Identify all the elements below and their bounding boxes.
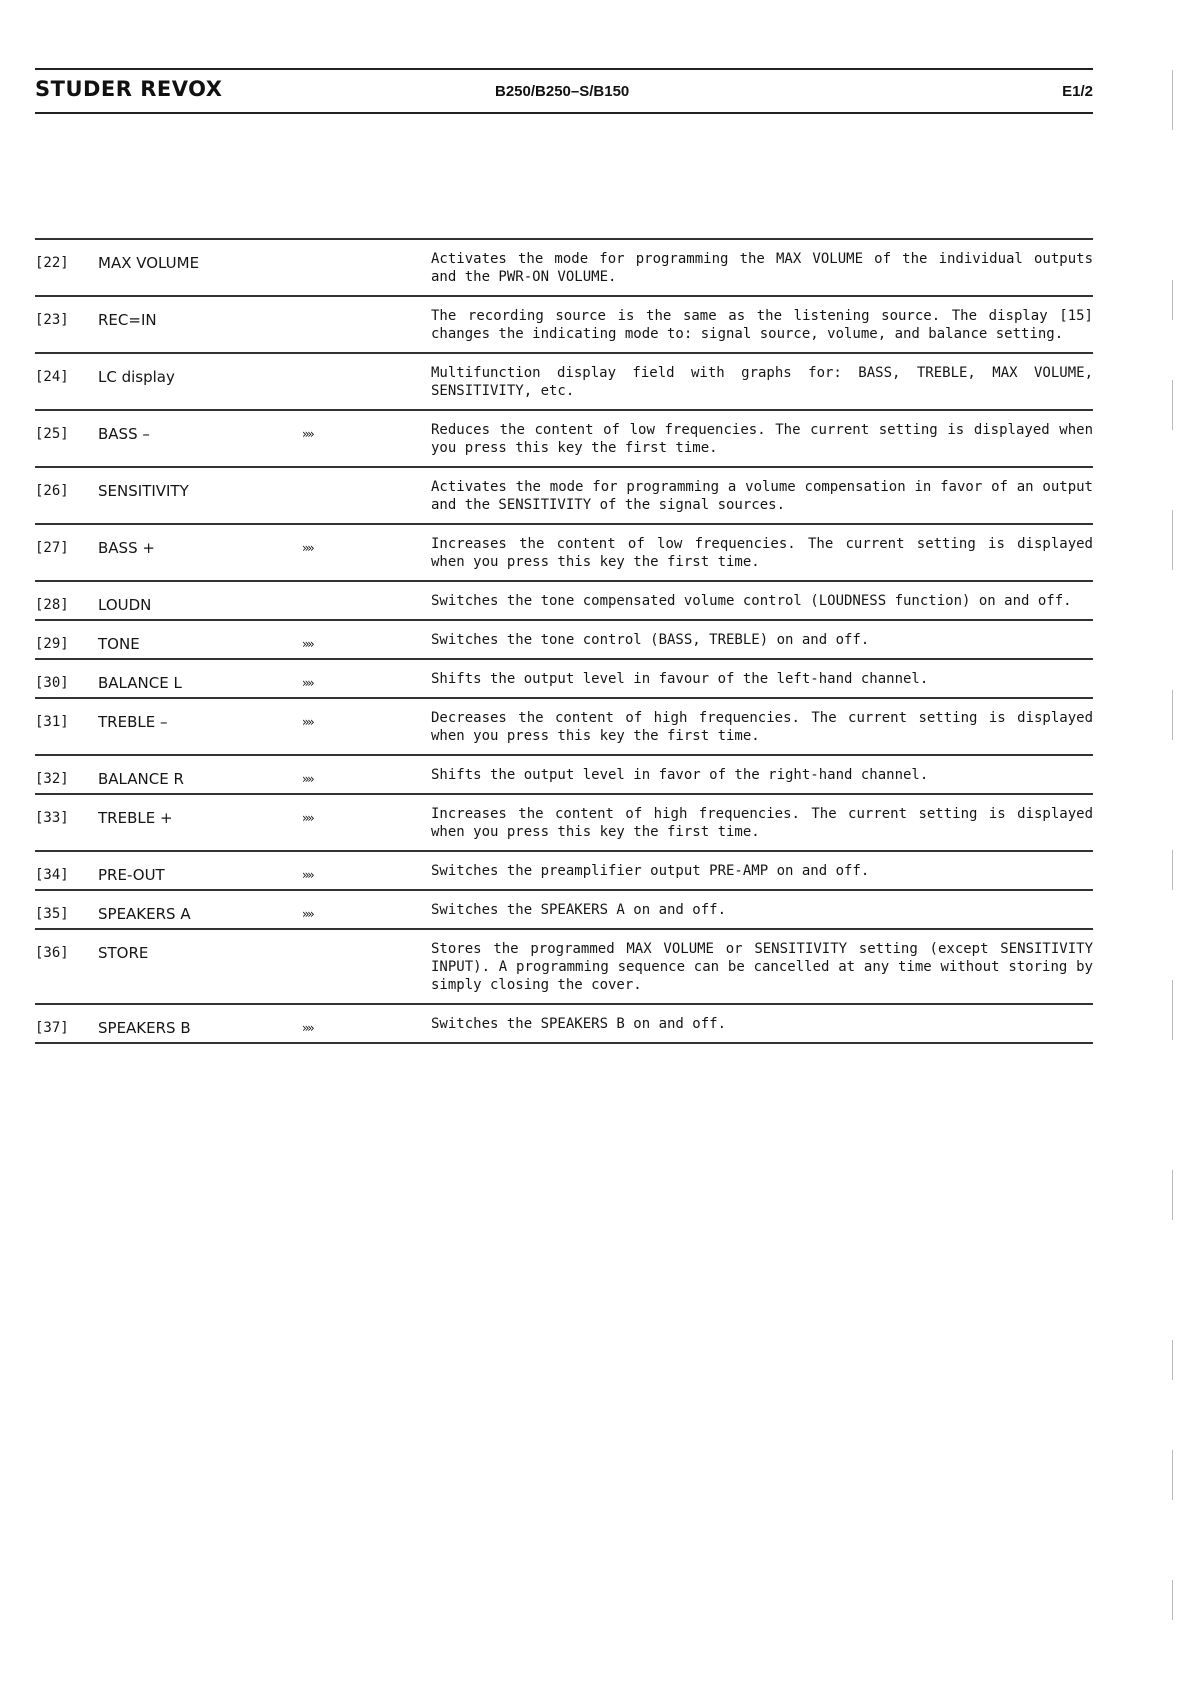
table-row xyxy=(35,795,1093,852)
repeat-indicator: »» xyxy=(302,811,313,825)
key-description: Increases the content of low frequencies. The current setting is displayed when you press this key the first time. xyxy=(431,536,1093,570)
key-description: Shifts the output level in favour of the left-hand channel. xyxy=(431,671,929,687)
key-number: [37] xyxy=(35,1020,69,1036)
table-row xyxy=(35,240,1093,297)
key-description: Switches the SPEAKERS B on and off. xyxy=(431,1016,727,1032)
key-description: Decreases the content of high frequencies. The current setting is displayed when you press this key the first time. xyxy=(431,710,1093,744)
table-row xyxy=(35,525,1093,582)
key-number: [32] xyxy=(35,771,69,787)
repeat-indicator: »» xyxy=(302,676,313,690)
key-description: Multifunction display field with graphs for: BASS, TREBLE, MAX VOLUME, SENSITIVITY, etc. xyxy=(431,365,1093,399)
key-name: PRE-OUT xyxy=(98,866,165,884)
model-number: B250/B250–S/B150 xyxy=(495,83,630,100)
key-name: BASS – xyxy=(98,425,150,443)
table-row xyxy=(35,468,1093,525)
table-row xyxy=(35,930,1093,1005)
key-name: SENSITIVITY xyxy=(98,482,189,500)
scan-margin-marks xyxy=(1172,50,1182,1630)
key-description: Switches the SPEAKERS A on and off. xyxy=(431,902,727,918)
key-number: [25] xyxy=(35,426,69,442)
key-description: The recording source is the same as the listening source. The display [15] changes the indicating mode to: signal source, volume, and balance setting. xyxy=(431,308,1093,342)
table-row xyxy=(35,1005,1093,1044)
repeat-indicator: »» xyxy=(302,868,313,882)
key-description: Switches the tone compensated volume control (LOUDNESS function) on and off. xyxy=(431,593,1072,609)
table-row xyxy=(35,660,1093,699)
key-description: Activates the mode for programming a volume compensation in favor of an output and the SENSITIVITY of the signal sources. xyxy=(431,479,1093,513)
key-number: [34] xyxy=(35,867,69,883)
key-number: [26] xyxy=(35,483,69,499)
table-row xyxy=(35,621,1093,660)
key-name: LC display xyxy=(98,368,175,386)
key-description: Activates the mode for programming the MAX VOLUME of the individual outputs and the PWR-ON VOLUME. xyxy=(431,251,1093,285)
key-name: TREBLE + xyxy=(98,809,173,827)
repeat-indicator: »» xyxy=(302,541,313,555)
table-row xyxy=(35,354,1093,411)
table-row xyxy=(35,297,1093,354)
key-number: [35] xyxy=(35,906,69,922)
key-function-table xyxy=(35,238,1093,1044)
key-number: [23] xyxy=(35,312,69,328)
key-number: [29] xyxy=(35,636,69,652)
table-row xyxy=(35,756,1093,795)
repeat-indicator: »» xyxy=(302,907,313,921)
key-number: [28] xyxy=(35,597,69,613)
key-name: REC=IN xyxy=(98,311,157,329)
key-description: Switches the tone control (BASS, TREBLE) on and off. xyxy=(431,632,870,648)
repeat-indicator: »» xyxy=(302,427,313,441)
key-name: BALANCE R xyxy=(98,770,184,788)
repeat-indicator: »» xyxy=(302,1021,313,1035)
key-number: [22] xyxy=(35,255,69,271)
table-row xyxy=(35,852,1093,891)
key-description: Stores the programmed MAX VOLUME or SENSITIVITY setting (except SENSITIVITY INPUT). A programming sequence can be cancelled at any time without storing by simply closing the cover. xyxy=(431,941,1093,993)
key-name: BALANCE L xyxy=(98,674,182,692)
key-name: TONE xyxy=(98,635,140,653)
brand-logo: STUDER REVOX xyxy=(35,77,223,101)
table-row xyxy=(35,582,1093,621)
key-number: [24] xyxy=(35,369,69,385)
key-number: [31] xyxy=(35,714,69,730)
repeat-indicator: »» xyxy=(302,772,313,786)
key-description: Reduces the content of low frequencies. The current setting is displayed when you press this key the first time. xyxy=(431,422,1093,456)
key-number: [36] xyxy=(35,945,69,961)
key-name: STORE xyxy=(98,944,149,962)
key-name: SPEAKERS B xyxy=(98,1019,191,1037)
table-row xyxy=(35,699,1093,756)
key-name: SPEAKERS A xyxy=(98,905,191,923)
page-header xyxy=(35,68,1093,114)
key-description: Switches the preamplifier output PRE-AMP on and off. xyxy=(431,863,870,879)
key-description: Increases the content of high frequencies. The current setting is displayed when you press this key the first time. xyxy=(431,806,1093,840)
repeat-indicator: »» xyxy=(302,715,313,729)
table-row xyxy=(35,411,1093,468)
page-number: E1/2 xyxy=(1062,83,1093,100)
key-number: [30] xyxy=(35,675,69,691)
key-description: Shifts the output level in favor of the right-hand channel. xyxy=(431,767,929,783)
repeat-indicator: »» xyxy=(302,637,313,651)
key-name: TREBLE – xyxy=(98,713,168,731)
key-name: MAX VOLUME xyxy=(98,254,200,272)
key-number: [33] xyxy=(35,810,69,826)
key-name: LOUDN xyxy=(98,596,152,614)
key-name: BASS + xyxy=(98,539,155,557)
key-number: [27] xyxy=(35,540,69,556)
table-row xyxy=(35,891,1093,930)
